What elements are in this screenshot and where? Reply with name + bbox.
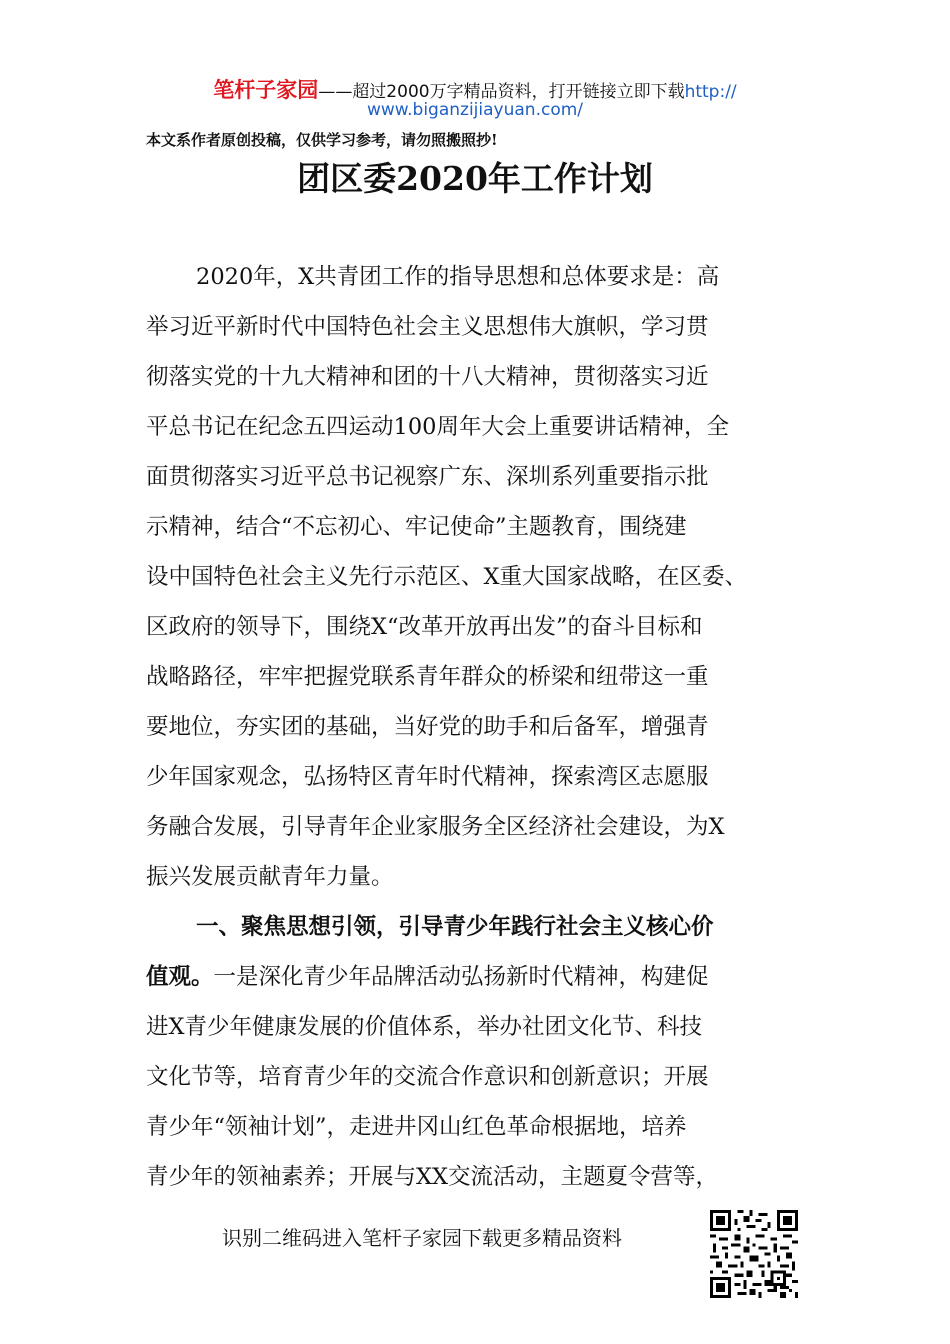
body-line: 青少年的领袖素养；开展与XX交流活动，主题夏令营等， xyxy=(146,1164,719,1190)
body-line: 要地位，夯实团的基础，当好党的助手和后备军，增强青 xyxy=(146,714,709,740)
banner-link-prefix[interactable]: http:// xyxy=(684,82,737,102)
footer-caption: 识别二维码进入笔杆子家园下载更多精品资料 xyxy=(222,1226,622,1250)
qr-code-icon[interactable] xyxy=(710,1210,798,1298)
body-line: 战略路径，牢牢把握党联系青年群众的桥梁和纽带这一重 xyxy=(146,664,709,690)
copyright-notice: 本文系作者原创投稿，仅供学习参考，请勿照搬照抄! xyxy=(146,131,498,149)
section-heading-continued xyxy=(146,962,709,992)
body-line: 举习近平新时代中国特色社会主义思想伟大旗帜，学习贯 xyxy=(146,314,709,340)
body-line: 青少年“领袖计划”，走进井冈山红色革命根据地，培养 xyxy=(146,1114,687,1140)
body-line: 振兴发展贡献青年力量。 xyxy=(146,864,394,890)
body-line: 少年国家观念，弘扬特区青年时代精神，探索湾区志愿服 xyxy=(146,764,709,790)
section-heading: 一、聚焦思想引领，引导青少年践行社会主义核心价 xyxy=(196,914,714,940)
body-line: 2020年，X共青团工作的指导思想和总体要求是：高 xyxy=(196,264,720,290)
section-text: 一是深化青少年品牌活动弘扬新时代精神，构建促 xyxy=(213,964,709,990)
brand-name: 笔杆子家园 xyxy=(213,78,319,102)
body-line: 进X青少年健康发展的价值体系，举办社团文化节、科技 xyxy=(146,1014,703,1040)
body-line: 文化节等，培育青少年的交流合作意识和创新意识；开展 xyxy=(146,1064,709,1090)
section-heading-tail: 值观。 xyxy=(146,964,214,990)
brand-tagline: ——超过2000万字精品资料，打开链接立即下载 xyxy=(318,82,685,102)
body-line: 务融合发展，引导青年企业家服务全区经济社会建设，为X xyxy=(146,814,725,840)
body-line: 面贯彻落实习近平总书记视察广东、深圳系列重要指示批 xyxy=(146,464,709,490)
body-line: 彻落实党的十九大精神和团的十八大精神，贯彻落实习近 xyxy=(146,364,709,390)
body-line: 区政府的领导下，围绕X“改革开放再出发”的奋斗目标和 xyxy=(146,614,703,640)
document-title: 团区委2020年工作计划 xyxy=(297,159,653,198)
body-line: 示精神，结合“不忘初心、牢记使命”主题教育，围绕建 xyxy=(146,514,687,540)
banner-link-row xyxy=(0,100,950,120)
body-line: 设中国特色社会主义先行示范区、X重大国家战略，在区委、 xyxy=(146,564,748,590)
body-line: 平总书记在纪念五四运动100周年大会上重要讲话精神，全 xyxy=(146,414,729,440)
banner-link[interactable]: www.biganzijiayuan.com/ xyxy=(366,100,584,120)
